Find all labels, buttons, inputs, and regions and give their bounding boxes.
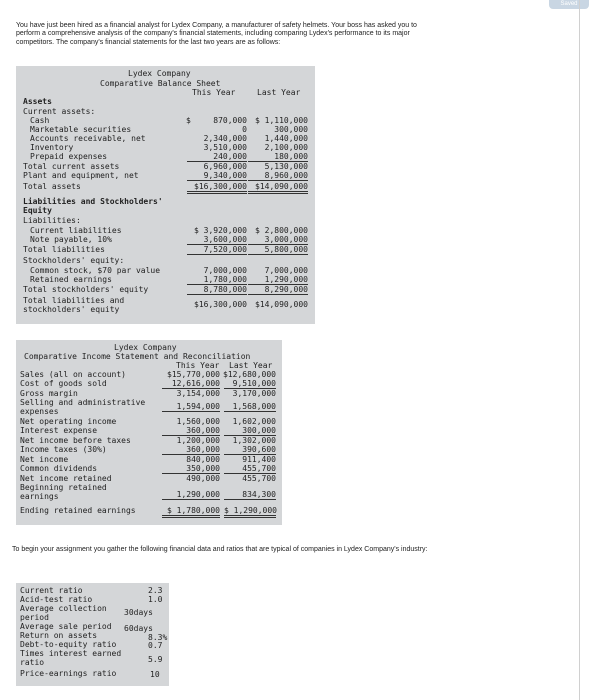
is-row-last: $12,680,000 (223, 370, 276, 379)
bs-col-last: Last Year (257, 88, 301, 97)
bs-equity-label: Total stockholders' equity (23, 285, 149, 294)
is-row-last: 9,510,000 (224, 379, 276, 389)
is-row-label: Ending retained earnings (20, 506, 136, 515)
bs-liab-this: 7,520,000 (187, 245, 247, 255)
bs-equity-label: Retained earnings (30, 275, 112, 284)
bs-equity-heading: Stockholders' equity: (23, 256, 125, 265)
bs-equity-label: Common stock, $70 par value (30, 266, 161, 275)
bs-liab-label: Total liabilities (23, 245, 105, 254)
bs-liabilities-heading: Liabilities: (23, 216, 81, 225)
is-col-last: Last Year (229, 361, 273, 370)
bs-row-label: Inventory (30, 143, 74, 152)
bs-row-this: 870,000 (213, 116, 247, 125)
bs-liab-label: Current liabilities (30, 226, 122, 235)
bs-row-this: 3,510,000 (203, 143, 247, 152)
bs-liab-this: $ 3,920,000 (194, 226, 247, 235)
ratio-label: Times interest earned ratio (20, 649, 122, 667)
is-row-label: Sales (all on account) (20, 370, 126, 379)
bs-row-last: 180,000 (248, 152, 308, 162)
bs-row-this: 0 (242, 125, 247, 134)
bs-row-this: 6,960,000 (203, 162, 247, 171)
ratio-label: Return on assets (20, 631, 98, 640)
ratio-label: Average sale period (20, 622, 112, 631)
is-row-last: 911,400 (242, 455, 276, 464)
bs-row-last: 5,130,000 (264, 162, 308, 171)
is-row-last: 1,302,000 (232, 436, 276, 445)
is-row-this: 3,154,000 (176, 389, 220, 398)
income-statement (16, 340, 282, 525)
bs-row-this: $16,300,000 (187, 182, 247, 194)
is-row-label: Net income (20, 455, 69, 464)
bs-dollar: $ (186, 116, 191, 125)
is-row-label: Interest expense (20, 426, 98, 435)
bs-row-this: 9,340,000 (187, 171, 247, 181)
bs-equity-this: 8,780,000 (187, 285, 247, 295)
is-row-last: 1,602,000 (232, 417, 276, 426)
is-row-this: 1,290,000 (162, 490, 220, 500)
bs-row-label: Plant and equipment, net (23, 171, 139, 180)
bs-row-last: 2,100,000 (264, 143, 308, 152)
bs-company: Lydex Company (128, 69, 191, 78)
is-row-last: 1,568,000 (224, 402, 276, 412)
bs-equity-last: $14,090,000 (255, 300, 308, 309)
ratio-value: 10 (150, 670, 160, 679)
is-row-this: 1,594,000 (162, 402, 220, 412)
bs-row-this: 2,340,000 (203, 134, 247, 143)
ratio-value: 8.3% (148, 633, 168, 642)
is-row-this: 12,616,000 (162, 379, 220, 389)
is-row-last: 834,300 (224, 490, 276, 500)
ratio-label: Acid-test ratio (20, 595, 93, 604)
bs-equity-last: 1,290,000 (248, 275, 308, 285)
ratio-label: Price-earnings ratio (20, 669, 117, 678)
bs-liab-label: Note payable, 10% (30, 235, 112, 244)
bs-equity-this: 7,000,000 (203, 266, 247, 275)
is-row-label: Common dividends (20, 464, 98, 473)
bs-equity-this: $16,300,000 (194, 300, 247, 309)
ratio-label: Average collection period (20, 604, 107, 622)
ratio-label: Current ratio (20, 586, 83, 595)
bs-row-label: Prepaid expenses (30, 152, 108, 161)
bs-current-assets-heading: Current assets: (23, 107, 96, 116)
is-row-label: Net operating income (20, 417, 117, 426)
bs-equity-last: 8,290,000 (248, 285, 308, 295)
industry-intro: To begin your assignment you gather the following financial data and ratios that are typical of companies in Lydex Company's industry: (12, 546, 428, 553)
ratio-value: 5.9 (148, 655, 163, 664)
bs-liab-last: $ 2,800,000 (255, 226, 308, 235)
is-row-last: 300,000 (224, 426, 276, 436)
intro-paragraph: You have just been hired as a financial analyst for Lydex Company, a manufacturer of safety helmets. Your boss has asked you to perform a comprehensive analysis of the company's financial statements, including comparing Lydex's performance to its major competitors. The company's financial statements for the last two years are as follows: (16, 22, 417, 46)
is-title: Comparative Income Statement and Reconciliation (24, 352, 251, 361)
is-row-label: Income taxes (30%) (20, 445, 107, 454)
bs-row-last: $ 1,110,000 (255, 116, 308, 125)
ratio-value: 60days (124, 624, 153, 633)
is-row-this: 1,560,000 (176, 417, 220, 426)
bs-liab-heading: Liabilities and Stockholders' Equity (23, 197, 163, 215)
is-row-this: $15,770,000 (167, 370, 220, 379)
bs-liab-last: 5,800,000 (248, 245, 308, 255)
is-row-this: 1,200,000 (176, 436, 220, 445)
is-row-last: 390,600 (224, 445, 276, 455)
is-row-this: 360,000 (162, 426, 220, 436)
bs-equity-label: Total liabilities and stockholders' equity (23, 296, 125, 314)
bs-row-this: 240,000 (187, 152, 247, 162)
is-row-last: 455,700 (224, 464, 276, 474)
bs-row-label: Total assets (23, 182, 81, 191)
is-row-this: $ 1,780,000 (162, 506, 220, 518)
bs-row-last: 8,960,000 (248, 171, 308, 181)
is-row-last: $ 1,290,000 (224, 506, 276, 518)
balance-sheet (16, 66, 315, 324)
is-col-this: This Year (176, 361, 220, 370)
bs-row-last: 300,000 (274, 125, 308, 134)
bs-col-this: This Year (192, 88, 236, 97)
ratio-label: Debt-to-equity ratio (20, 640, 117, 649)
is-row-this: 840,000 (186, 455, 220, 464)
bs-row-label: Accounts receivable, net (30, 134, 146, 143)
bs-equity-last: 7,000,000 (264, 266, 308, 275)
industry-ratios (16, 583, 169, 686)
is-row-this: 360,000 (162, 445, 220, 455)
bs-assets-heading: Assets (23, 97, 52, 106)
is-row-label: Cost of goods sold (20, 379, 107, 388)
is-row-last: 455,700 (242, 474, 276, 483)
is-row-this: 490,000 (186, 474, 220, 483)
ratio-value: 0.7 (148, 641, 163, 650)
ratio-value: 1.0 (148, 595, 163, 604)
bs-equity-this: 1,780,000 (187, 275, 247, 285)
is-row-label: Gross margin (20, 389, 78, 398)
ratio-value: 30days (124, 608, 153, 617)
bs-liab-last: 3,000,000 (248, 235, 308, 245)
bs-row-label: Cash (30, 116, 50, 125)
bs-row-label: Total current assets (23, 162, 120, 171)
is-row-this: 350,000 (162, 464, 220, 474)
is-company: Lydex Company (114, 343, 177, 352)
is-row-label: Net income before taxes (20, 436, 131, 445)
is-row-label: Selling and administrative expenses (20, 398, 146, 416)
bs-row-label: Marketable securities (30, 125, 132, 134)
ratio-value: 2.3 (148, 586, 163, 595)
is-row-last: 3,170,000 (232, 389, 276, 398)
bs-row-last: $14,090,000 (248, 182, 308, 194)
bs-title: Comparative Balance Sheet (100, 79, 221, 88)
bs-liab-this: 3,600,000 (187, 235, 247, 245)
is-row-label: Net income retained (20, 474, 112, 483)
divider-line (579, 0, 580, 700)
saved-badge: Saved (549, 0, 589, 9)
bs-row-last: 1,440,000 (264, 134, 308, 143)
is-row-label: Beginning retained earnings (20, 483, 107, 501)
